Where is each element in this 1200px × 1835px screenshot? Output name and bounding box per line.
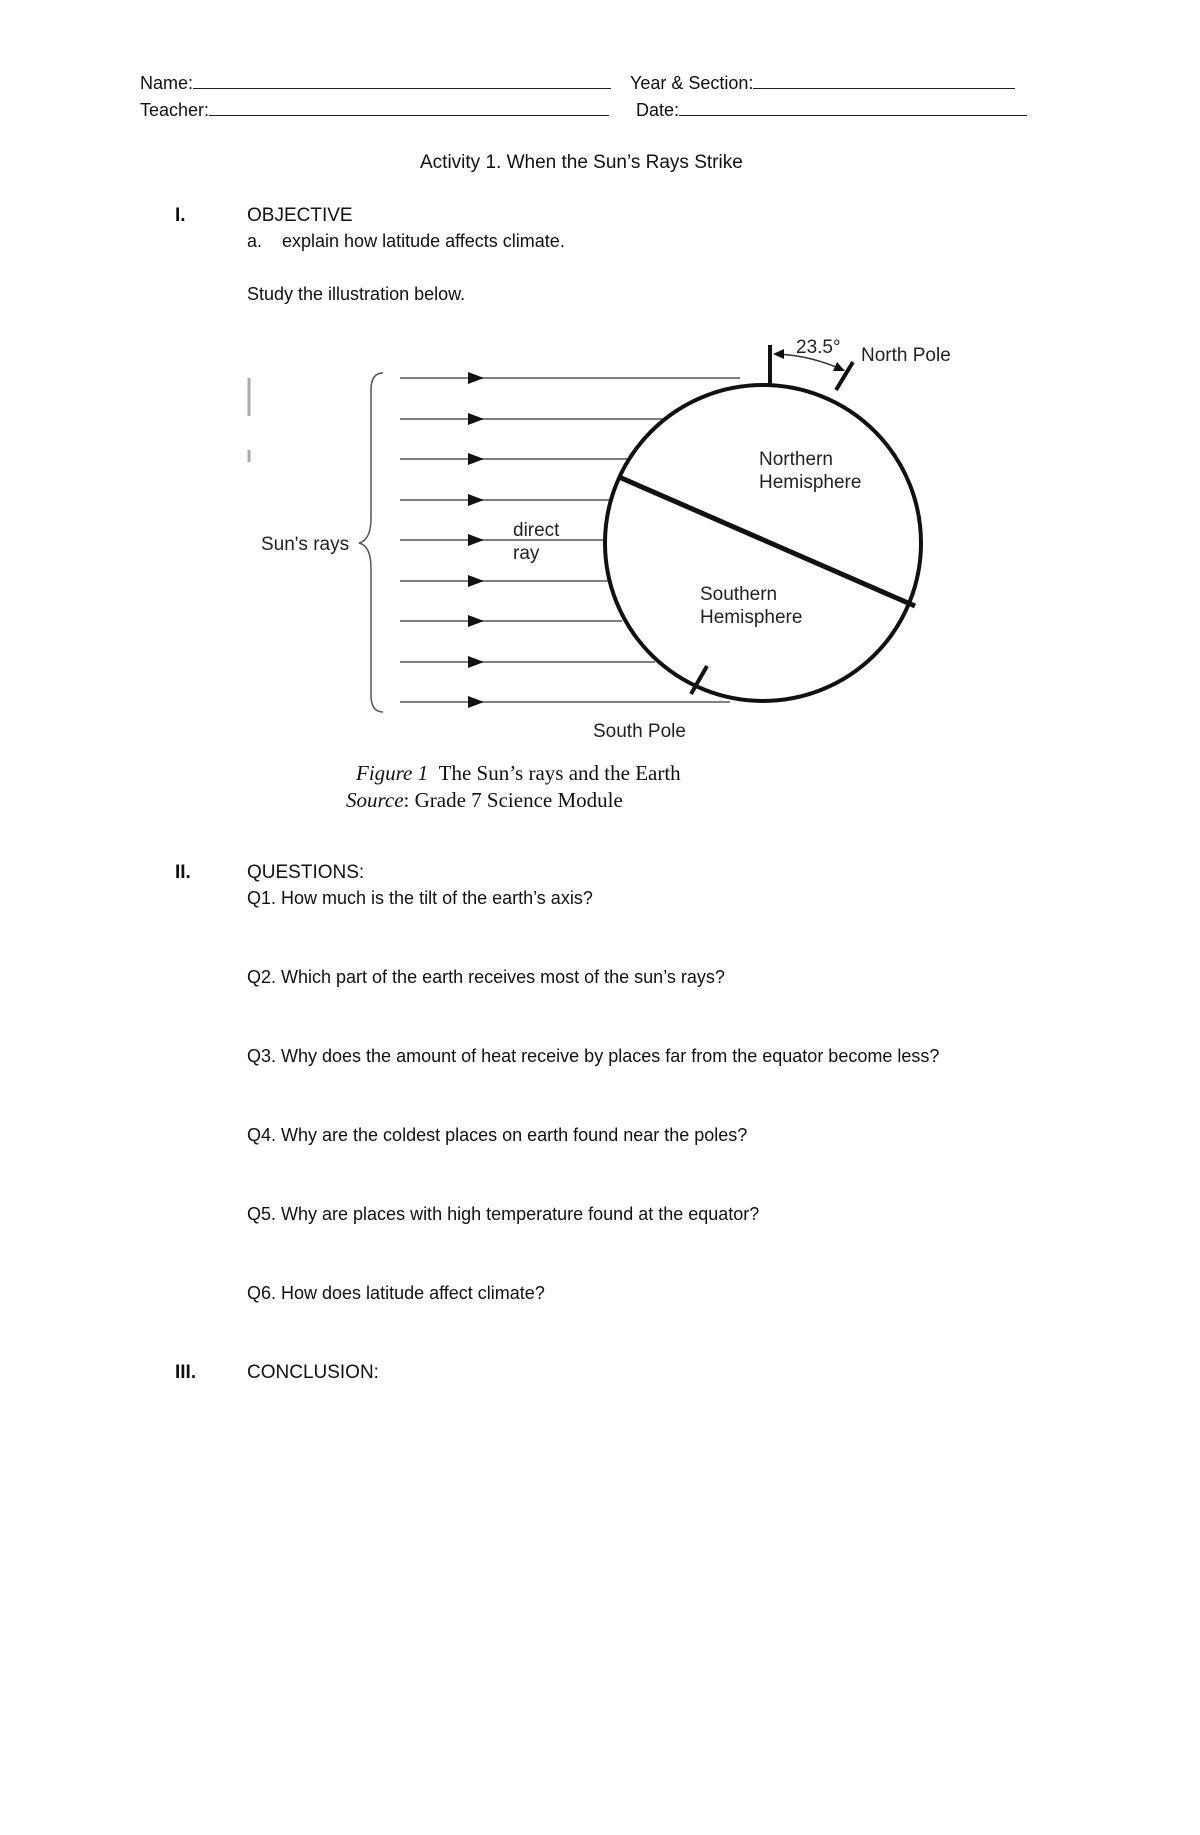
question-6: Q6. How does latitude affect climate? (247, 1283, 545, 1303)
tilt-angle-label: 23.5° (796, 337, 841, 358)
objective-item-text: explain how latitude affects climate. (282, 231, 565, 251)
arrowhead (468, 615, 484, 627)
caption-figure-number: Figure 1 (356, 761, 429, 785)
study-instruction: Study the illustration below. (247, 284, 466, 304)
arrowhead (468, 656, 484, 668)
activity-title: Activity 1. When the Sun’s Rays Strike (420, 152, 743, 173)
rays-brace (359, 373, 383, 712)
objective-item-marker: a. (247, 231, 263, 251)
northern-hemisphere-line2: Hemisphere (759, 472, 862, 493)
figure-caption (356, 761, 681, 786)
suns-rays-label: Sun's rays (261, 534, 350, 555)
section-3-number: III. (175, 1362, 197, 1383)
northern-hemisphere-line1: Northern (759, 449, 833, 470)
source-label: Source (346, 788, 404, 812)
source-text: : Grade 7 Science Module (403, 788, 623, 812)
caption-text: The Sun’s rays and the Earth (438, 761, 681, 785)
north-pole-label: North Pole (861, 345, 951, 366)
section-2-number: II. (175, 862, 191, 883)
name-label: Name: (140, 73, 194, 93)
direct-ray-label-line1: direct (513, 520, 560, 541)
year-section-label: Year & Section: (630, 73, 754, 93)
question-2: Q2. Which part of the earth receives most of the sun’s rays? (247, 967, 725, 987)
question-5: Q5. Why are places with high temperature found at the equator? (247, 1204, 760, 1224)
teacher-label: Teacher: (140, 100, 210, 120)
arrowhead (468, 372, 484, 384)
section-1-number: I. (175, 205, 186, 226)
arrowhead (468, 696, 484, 708)
arrowhead (468, 575, 484, 587)
section-1-heading: OBJECTIVE (247, 205, 353, 226)
direct-ray-label-line2: ray (513, 543, 540, 564)
question-3: Q3. Why does the amount of heat receive by places far from the equator become less? (247, 1046, 940, 1066)
arrowhead (468, 494, 484, 506)
south-pole-label: South Pole (593, 721, 686, 742)
southern-hemisphere-line1: Southern (700, 584, 778, 605)
question-4: Q4. Why are the coldest places on earth found near the poles? (247, 1125, 748, 1145)
arrowhead (468, 534, 484, 546)
figure-source (346, 788, 623, 813)
arrowhead (468, 453, 484, 465)
arc-arrowhead (773, 349, 784, 359)
arrowhead (468, 413, 484, 425)
date-label: Date: (636, 100, 680, 120)
question-1: Q1. How much is the tilt of the earth’s axis? (247, 888, 593, 908)
southern-hemisphere-line2: Hemisphere (700, 607, 803, 628)
section-3-heading: CONCLUSION: (247, 1362, 379, 1383)
earth-circle (605, 385, 921, 701)
section-2-heading: QUESTIONS: (247, 862, 365, 883)
